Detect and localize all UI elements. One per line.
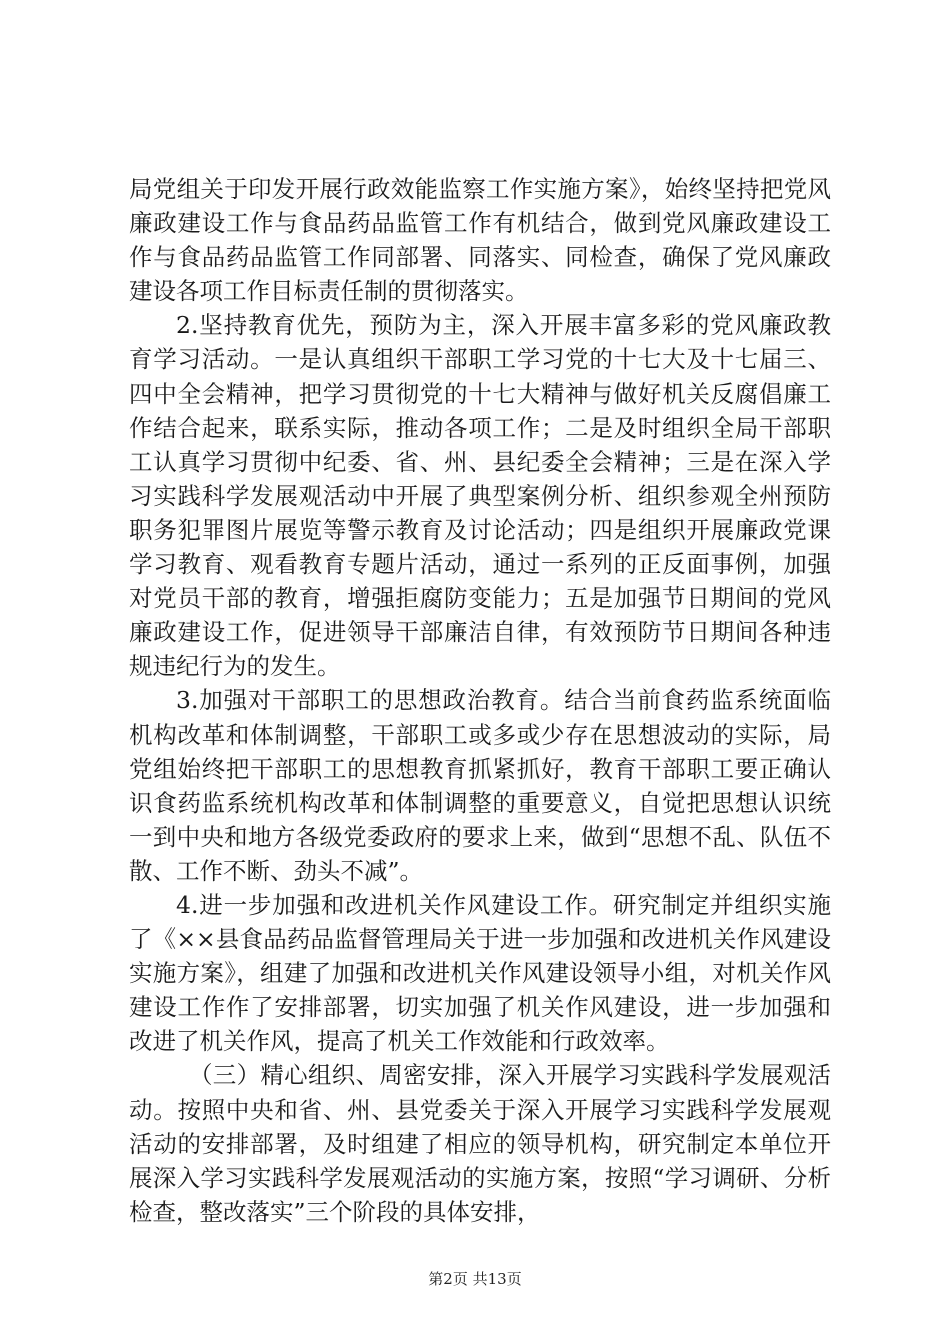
paragraph-item-4: 4.进一步加强和改进机关作风建设工作。研究制定并组织实施了《××县食品药品监督管理局关于进一步加强和改进机关作风建设实施方案》，组建了加强和改进机关作风建设领导小组，对机关作风建设工作作了安排部署，切实加强了机关作风建设，进一步加强和改进了机关作风，提高了机关工作效能和行政效率。 [129, 890, 831, 1056]
paragraph-item-3: 3.加强对干部职工的思想政治教育。结合当前食药监系统面临机构改革和体制调整，干部职工或多或少存在思想波动的实际，局党组始终把干部职工的思想教育抓紧抓好，教育干部职工要正确认识食药监系统机构改革和体制调整的重要意义，自觉把思想认识统一到中央和地方各级党委政府的要求上来，做到“思想不乱、队伍不散、工作不断、劲头不减”。 [129, 686, 831, 885]
paragraph-continuation: 局党组关于印发开展行政效能监察工作实施方案》，始终坚持把党风廉政建设工作与食品药品监管工作有机结合，做到党风廉政建设工作与食品药品监管工作同部署、同落实、同检查，确保了党风廉政建设各项工作目标责任制的贯彻落实。 [129, 175, 831, 306]
paragraph-section-3: （三）精心组织、周密安排，深入开展学习实践科学发展观活动。按照中央和省、州、县党委关于深入开展学习实践科学发展观活动的安排部署，及时组建了相应的领导机构，研究制定本单位开展深入学习实践科学发展观活动的实施方案，按照“学习调研、分析检查，整改落实”三个阶段的具体安排， [129, 1061, 831, 1226]
page-footer [0, 1268, 950, 1289]
document-body [129, 172, 831, 1229]
page-number: 第2页 共13页 [428, 1270, 522, 1288]
paragraph-item-2: 2.坚持教育优先，预防为主，深入开展丰富多彩的党风廉政教育学习活动。一是认真组织干部职工学习党的十七大及十七届三、四中全会精神，把学习贯彻党的十七大精神与做好机关反腐倡廉工作结合起来，联系实际，推动各项工作；二是及时组织全局干部职工认真学习贯彻中纪委、省、州、县纪委全会精神；三是在深入学习实践科学发展观活动中开展了典型案例分析、组织参观全州预防职务犯罪图片展览等警示教育及讨论活动；四是组织开展廉政党课学习教育、观看教育专题片活动，通过一系列的正反面事例，加强对党员干部的教育，增强拒腐防变能力；五是加强节日期间的党风廉政建设工作，促进领导干部廉洁自律，有效预防节日期间各种违规违纪行为的发生。 [129, 311, 831, 681]
